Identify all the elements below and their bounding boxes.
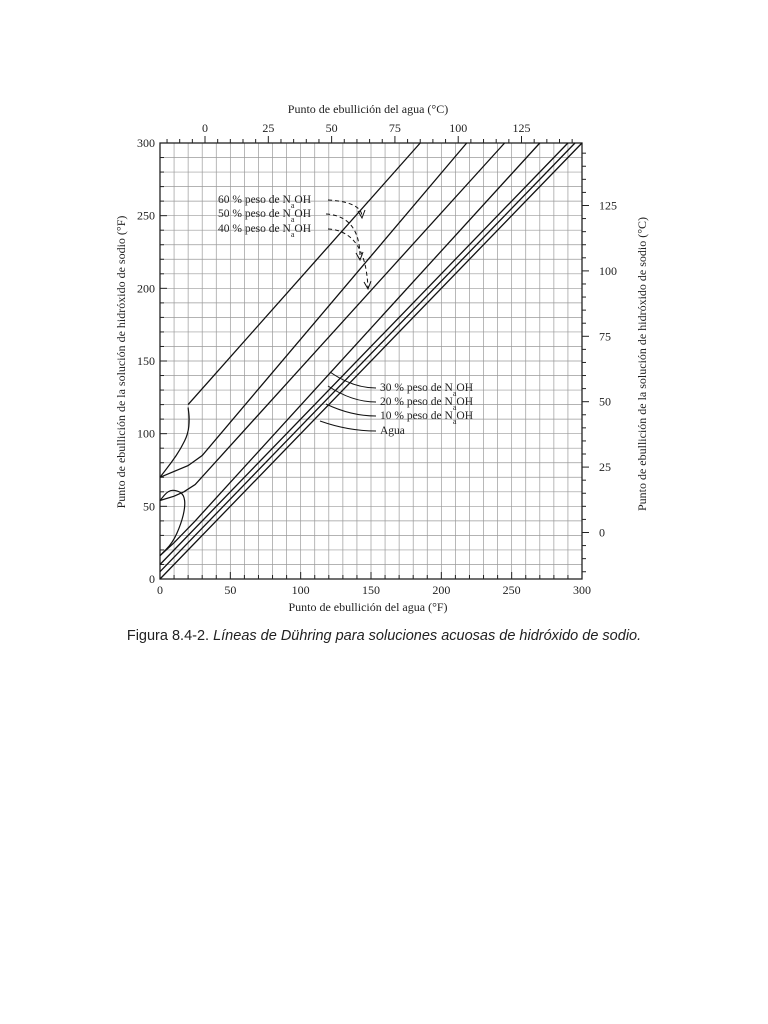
series-label: 30 % peso de $N_aOH$ [380,382,474,398]
x-tick-label: 250 [502,583,521,597]
x-tick-label: 300 [573,583,591,597]
x2-tick-label: 100 [449,121,468,135]
x-tick-label: 50 [224,583,237,597]
x2-axis-label: Punto de ebullición del agua (°C) [287,102,449,116]
x2-tick-label: 25 [262,121,275,135]
y2-tick-label: 25 [599,460,611,475]
series-label: 60 % peso de $N_aOH$ [218,194,312,210]
series-label: 40 % peso de $N_aOH$ [218,223,312,239]
y-tick-label: 0 [149,572,155,586]
caption-lead: Figura 8.4-2. [126,628,214,644]
y-tick-label: 200 [137,281,155,296]
x2-tick-label: 75 [388,121,401,135]
y2-tick-label: 125 [599,198,617,213]
y-axis-label: Punto de ebullición de la solución de hidróxido de sodio (°F) [114,215,128,509]
x-tick-label: 100 [291,583,310,597]
y2-tick-label: 50 [599,394,611,409]
y-tick-label: 50 [143,499,155,514]
x2-tick-label: 50 [325,121,338,135]
series-label: 20 % peso de $N_aOH$ [380,396,474,412]
y2-tick-label: 0 [599,525,605,540]
series-label: Agua [380,425,405,437]
series-label: 10 % peso de $N_aOH$ [380,410,474,426]
x-axis-label: Punto de ebullición del agua (°F) [288,600,448,614]
y-tick-label: 250 [137,208,155,223]
x-tick-label: 150 [362,583,380,597]
series-label: 50 % peso de $N_aOH$ [218,208,312,224]
caption-body: Líneas de Dühring para soluciones acuosas de hidróxido de sodio. [213,628,642,644]
y-tick-label: 100 [137,426,155,441]
y-tick-label: 300 [137,136,155,150]
y2-tick-label: 100 [599,263,617,278]
y-tick-label: 150 [137,354,155,368]
x-tick-label: 200 [432,583,451,597]
figure-caption [0,628,768,644]
x2-tick-label: 125 [512,121,531,135]
y2-tick-label: 75 [599,329,611,344]
x2-tick-label: 0 [202,121,209,135]
y2-axis-label: Punto de ebullición de la solución de hidróxido de sodio (°C) [635,216,649,512]
x-tick-label: 0 [157,583,163,597]
